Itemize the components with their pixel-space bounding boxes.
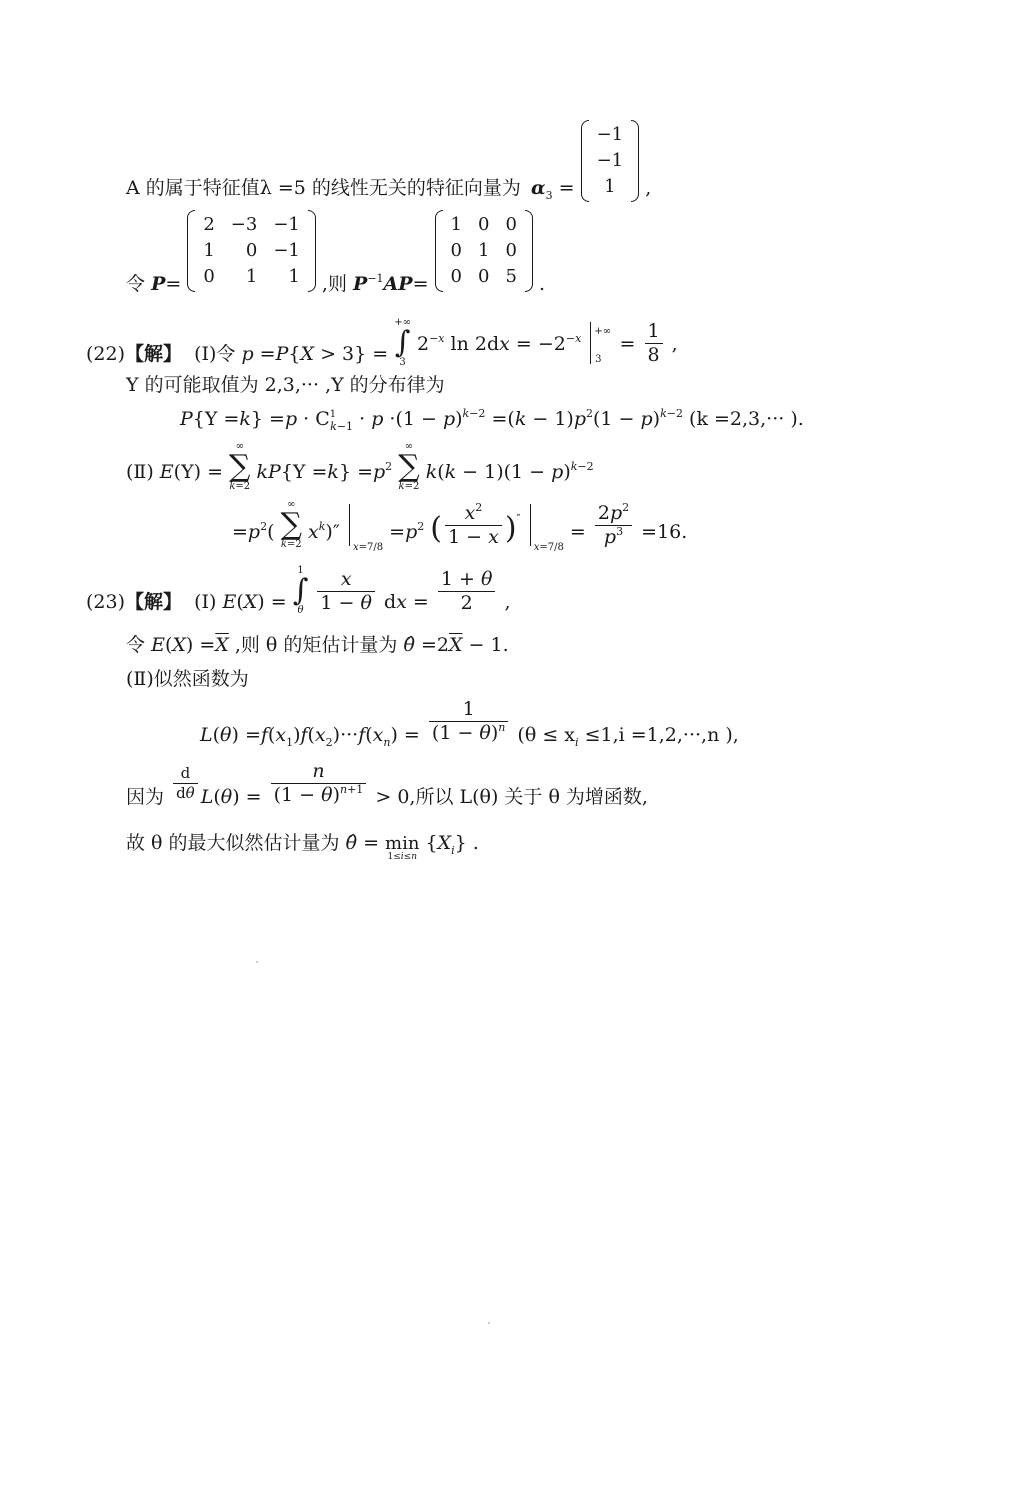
q22-distribution: $P\{Y =k\} =p \cdot C^1_{k-1} \cdot p \cdot(1 - p)^{k-2} =(k - 1)p^2(1 - p)^{k-2}$ (k =2,3,··· ).: [180, 407, 804, 433]
matrix-p: [187, 212, 316, 290]
matrix-p-cell: 1: [288, 266, 300, 287]
q23-part1-line: (23)【解】 (Ⅰ) E(X) = 1 ∫ θ $\frac{x}{1 - \theta}$ dx = $\frac{1 + \theta}{2}$ ,: [86, 565, 511, 616]
scan-speck: [256, 961, 258, 963]
diag-cell: 1: [477, 240, 490, 261]
matrix-p-cell: 1: [245, 266, 258, 287]
diagonal-matrix: [435, 212, 533, 290]
diag-cell: 0: [450, 266, 462, 287]
diag-cell: 0: [505, 240, 517, 261]
q23-solution-label: 【解】: [125, 591, 183, 613]
q22-part2-line: (Ⅱ) E(Y) = ∞ ∑ k=2 $kP\{Y =k\} =p^2$ ∞ ∑ k=2 $k(k - 1)(1 - p)^{k-2}$: [126, 441, 594, 492]
q23-moment-line: 令 $E(X) =\overline{X}$ ,则 θ 的矩估计量为 θ̂ $=2\overline{X} - 1$.: [126, 634, 509, 656]
q23-number: (23): [86, 591, 126, 613]
q23-part2-heading: (Ⅱ)似然函数为: [126, 668, 249, 690]
sum-sign: ∞ ∑ k=2: [229, 441, 251, 492]
alpha3-vector: [581, 122, 640, 200]
diag-cell: 0: [505, 214, 517, 235]
diag-cell: 1: [450, 214, 462, 235]
integral-sign: 1 ∫ θ: [292, 565, 309, 616]
matrix-p-cell: −1: [273, 240, 300, 261]
matrix-p-cell: 1: [203, 240, 215, 261]
matrix-p-cell: −1: [273, 214, 300, 235]
alpha3-entry: −1: [596, 124, 624, 145]
q22-part1-line: (22)【解】 (Ⅰ)令 p =P{X > 3} = +∞ ∫ 3 $2^{-x}$ $\ln 2dx = -2^{-x}$ +∞$_3$ = $\frac{1}{8}$ ,: [86, 317, 678, 368]
alpha3-entry: −1: [596, 150, 624, 171]
q22-y-values: Y 的可能取值为 2,3,··· ,Y 的分布律为: [126, 374, 445, 396]
integral-sign: +∞ ∫ 3: [394, 317, 411, 368]
matrix-p-cell: −3: [230, 214, 258, 235]
scan-speck: [488, 1322, 490, 1324]
q23-part1-prefix: (Ⅰ): [194, 591, 217, 613]
diag-cell: 0: [477, 214, 490, 235]
diag-cell: 5: [505, 266, 517, 287]
diag-cell: 0: [477, 266, 490, 287]
q22-p-fraction: $\frac{1}{8}$: [645, 322, 663, 365]
then-text: ,则: [321, 273, 347, 295]
q23-conclusion-line: 故 θ 的最大似然估计量为 θ̂ = min 1≤i≤n $\{X_i\}$ .: [126, 832, 479, 862]
sum-sign: ∞ ∑ k=2: [280, 499, 302, 550]
matrix-p-cell: 0: [203, 266, 215, 287]
q22-part2-line2: $=p^2$( ∞ ∑ k=2 $x^k)''$ $_{x=7/8} =p^2$ ( $\frac{x^2}{1 - x}$ )″ $_{x=7/8}$ = $\frac{2p^2}{p^3}$ =16.: [232, 499, 688, 553]
q23-derivative-line: 因为 $\frac{d}{d\theta}$ L(θ) = $\frac{n}{(1 - \theta)^{n+1}}$ > 0,所以 L(θ) 关于 θ 为增函数,: [126, 760, 648, 808]
q22-result: =16.: [641, 521, 688, 543]
eigenvector-text: A 的属于特征值λ =5 的线性无关的特征向量为: [126, 177, 521, 199]
q22-number: (22): [86, 343, 126, 365]
q22-part1-prefix: (Ⅰ)令: [194, 343, 236, 365]
q23-likelihood-line: $L(\theta) =f(x_1)f(x_2)\cdot\cdot\cdot f(x_n)$ = $\frac{1}{(1 - \theta)^n}$ ($\theta \le x_i \le 1,i =1,2,\cdot\cdot\cdot,n$ ),: [200, 698, 739, 749]
sum-sign: ∞ ∑ k=2: [398, 441, 420, 492]
matrix-p-cell: 0: [245, 240, 258, 261]
ling-text: 令: [126, 273, 146, 295]
q22-solution-label: 【解】: [125, 343, 183, 365]
diag-cell: 0: [450, 240, 462, 261]
alpha3-entry: 1: [604, 176, 616, 197]
eigenvector-line: A 的属于特征值λ =5 的线性无关的特征向量为 $\alpha_3$ = −1 −1 1 ,: [126, 124, 652, 202]
q22-part2-prefix: (Ⅱ): [126, 461, 154, 483]
matrix-p-line: 令 P= 2 −3 −1 1 0 −1 0 1 1 ,则 $P_{-1}AP=$ 1 0 0 0 1 0 0 0 5 .: [126, 214, 545, 295]
matrix-p-cell: 2: [203, 214, 215, 235]
